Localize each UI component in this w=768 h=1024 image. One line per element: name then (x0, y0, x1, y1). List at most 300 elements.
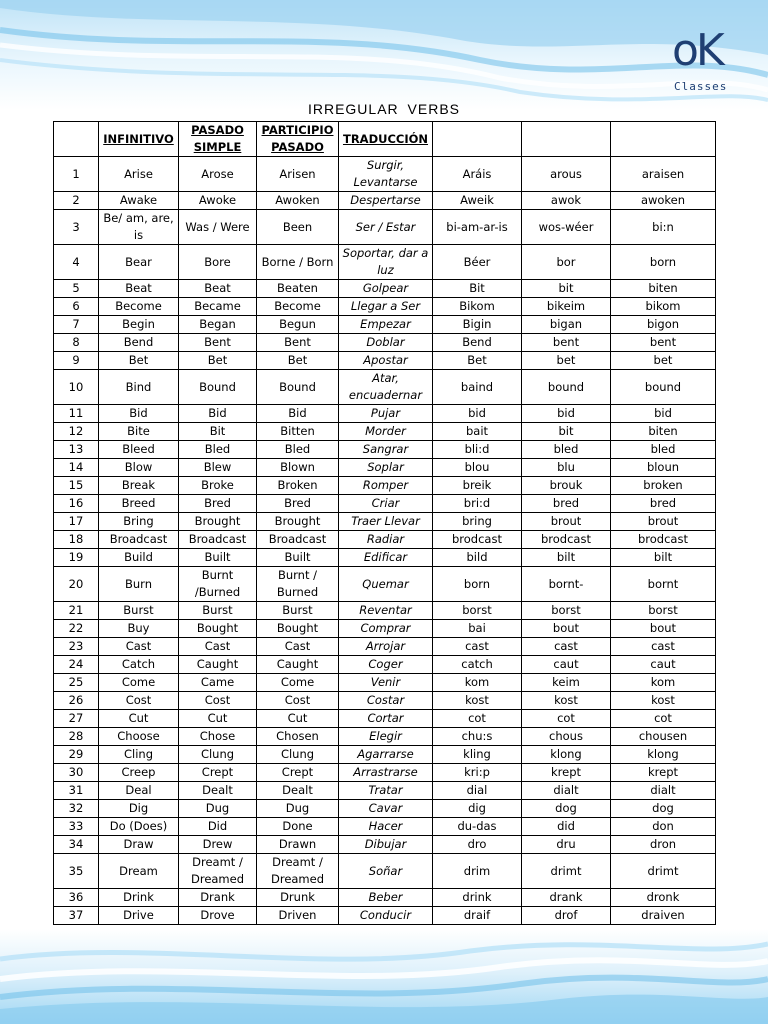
cell-pron-infinitivo: Aweik (433, 192, 522, 210)
cell-participio-pasado: Arisen (257, 157, 339, 192)
cell-pasado-simple: Was / Were (179, 210, 257, 245)
cell-pron-infinitivo: dial (433, 782, 522, 800)
cell-participio-pasado: Borne / Born (257, 245, 339, 280)
cell-participio-pasado: Bid (257, 405, 339, 423)
cell-number: 12 (54, 423, 99, 441)
cell-number: 36 (54, 889, 99, 907)
cell-pron-participio: krept (611, 764, 716, 782)
cell-traduccion: Soplar (339, 459, 433, 477)
cell-traduccion: Radiar (339, 531, 433, 549)
cell-infinitivo: Break (99, 477, 179, 495)
cell-pron-infinitivo: Bigin (433, 316, 522, 334)
cell-pasado-simple: Bet (179, 352, 257, 370)
cell-participio-pasado: Begun (257, 316, 339, 334)
cell-pron-pasado: cast (522, 638, 611, 656)
cell-pron-pasado: dru (522, 836, 611, 854)
cell-pasado-simple: Became (179, 298, 257, 316)
cell-pron-infinitivo: bid (433, 405, 522, 423)
footer-wave-decoration (0, 929, 768, 1024)
cell-traduccion: Llegar a Ser (339, 298, 433, 316)
cell-pasado-simple: Clung (179, 746, 257, 764)
cell-pron-participio: broken (611, 477, 716, 495)
table-row (54, 782, 716, 800)
cell-participio-pasado: Bought (257, 620, 339, 638)
cell-pasado-simple: Dreamt / Dreamed (179, 854, 257, 889)
cell-participio-pasado: Drunk (257, 889, 339, 907)
cell-infinitivo: Build (99, 549, 179, 567)
table-row (54, 157, 716, 192)
cell-pron-pasado: bout (522, 620, 611, 638)
cell-pasado-simple: Blew (179, 459, 257, 477)
cell-traduccion: Quemar (339, 567, 433, 602)
cell-traduccion: Morder (339, 423, 433, 441)
cell-pron-infinitivo: blou (433, 459, 522, 477)
cell-pron-participio: klong (611, 746, 716, 764)
cell-traduccion: Arrojar (339, 638, 433, 656)
table-row (54, 280, 716, 298)
cell-pasado-simple: Dealt (179, 782, 257, 800)
cell-pron-infinitivo: breik (433, 477, 522, 495)
header-cell-blank (611, 122, 716, 157)
cell-pasado-simple: Bid (179, 405, 257, 423)
cell-pron-infinitivo: kost (433, 692, 522, 710)
table-row (54, 370, 716, 405)
cell-pasado-simple: Cast (179, 638, 257, 656)
cell-participio-pasado: Become (257, 298, 339, 316)
cell-participio-pasado: Burst (257, 602, 339, 620)
cell-infinitivo: Come (99, 674, 179, 692)
header-cell-number (54, 122, 99, 157)
cell-pron-participio: bigon (611, 316, 716, 334)
cell-pasado-simple: Arose (179, 157, 257, 192)
cell-traduccion: Soportar, dar a luz (339, 245, 433, 280)
cell-participio-pasado: Bound (257, 370, 339, 405)
cell-pron-infinitivo: Béer (433, 245, 522, 280)
cell-participio-pasado: Chosen (257, 728, 339, 746)
cell-pron-infinitivo: bai (433, 620, 522, 638)
table-row (54, 818, 716, 836)
cell-pron-pasado: bled (522, 441, 611, 459)
irregular-verbs-table (53, 121, 716, 925)
cell-infinitivo: Bite (99, 423, 179, 441)
cell-pron-pasado: blu (522, 459, 611, 477)
cell-pron-infinitivo: Bit (433, 280, 522, 298)
cell-pasado-simple: Burst (179, 602, 257, 620)
cell-number: 7 (54, 316, 99, 334)
cell-pasado-simple: Cost (179, 692, 257, 710)
cell-pron-participio: dron (611, 836, 716, 854)
cell-number: 2 (54, 192, 99, 210)
cell-traduccion: Cavar (339, 800, 433, 818)
cell-pron-pasado: keim (522, 674, 611, 692)
table-row (54, 638, 716, 656)
cell-pasado-simple: Bore (179, 245, 257, 280)
cell-pron-participio: awoken (611, 192, 716, 210)
table-row (54, 549, 716, 567)
cell-pron-participio: kost (611, 692, 716, 710)
cell-number: 24 (54, 656, 99, 674)
cell-pasado-simple: Began (179, 316, 257, 334)
cell-infinitivo: Be/ am, are, is (99, 210, 179, 245)
cell-number: 33 (54, 818, 99, 836)
cell-number: 18 (54, 531, 99, 549)
cell-traduccion: Apostar (339, 352, 433, 370)
cell-infinitivo: Beat (99, 280, 179, 298)
cell-infinitivo: Arise (99, 157, 179, 192)
cell-participio-pasado: Done (257, 818, 339, 836)
cell-participio-pasado: Drawn (257, 836, 339, 854)
cell-number: 34 (54, 836, 99, 854)
cell-infinitivo: Drive (99, 907, 179, 925)
cell-pron-participio: kom (611, 674, 716, 692)
cell-pron-infinitivo: cast (433, 638, 522, 656)
cell-traduccion: Reventar (339, 602, 433, 620)
cell-pasado-simple: Awoke (179, 192, 257, 210)
cell-traduccion: Conducir (339, 907, 433, 925)
cell-traduccion: Traer Llevar (339, 513, 433, 531)
cell-pron-participio: bent (611, 334, 716, 352)
cell-infinitivo: Drink (99, 889, 179, 907)
cell-infinitivo: Breed (99, 495, 179, 513)
cell-pron-infinitivo: kling (433, 746, 522, 764)
cell-traduccion: Golpear (339, 280, 433, 298)
cell-pron-pasado: wos-wéer (522, 210, 611, 245)
cell-pron-infinitivo: kom (433, 674, 522, 692)
cell-pasado-simple: Bound (179, 370, 257, 405)
page-title: IRREGULAR VERBS (307, 101, 461, 117)
cell-participio-pasado: Bent (257, 334, 339, 352)
cell-pron-infinitivo: cot (433, 710, 522, 728)
header-cell-participio-pasado: PARTICIPIO PASADO (257, 122, 339, 157)
cell-pron-participio: bikom (611, 298, 716, 316)
cell-pron-pasado: bit (522, 423, 611, 441)
cell-infinitivo: Do (Does) (99, 818, 179, 836)
cell-pron-infinitivo: Aráis (433, 157, 522, 192)
cell-pron-infinitivo: brodcast (433, 531, 522, 549)
cell-infinitivo: Cast (99, 638, 179, 656)
table-row (54, 907, 716, 925)
cell-traduccion: Coger (339, 656, 433, 674)
cell-number: 27 (54, 710, 99, 728)
table-row (54, 602, 716, 620)
cell-traduccion: Romper (339, 477, 433, 495)
cell-pron-participio: brodcast (611, 531, 716, 549)
cell-number: 29 (54, 746, 99, 764)
cell-infinitivo: Bear (99, 245, 179, 280)
table-row (54, 531, 716, 549)
table-row (54, 836, 716, 854)
table-row (54, 889, 716, 907)
cell-number: 32 (54, 800, 99, 818)
cell-pron-pasado: cot (522, 710, 611, 728)
cell-pasado-simple: Burnt /Burned (179, 567, 257, 602)
cell-pron-infinitivo: Bet (433, 352, 522, 370)
cell-pron-pasado: bred (522, 495, 611, 513)
cell-pron-participio: chousen (611, 728, 716, 746)
cell-traduccion: Costar (339, 692, 433, 710)
cell-infinitivo: Cut (99, 710, 179, 728)
cell-infinitivo: Blow (99, 459, 179, 477)
header-wave-decoration (0, 0, 768, 110)
cell-pron-pasado: did (522, 818, 611, 836)
cell-pron-infinitivo: drink (433, 889, 522, 907)
cell-number: 3 (54, 210, 99, 245)
cell-pron-pasado: bet (522, 352, 611, 370)
cell-pron-pasado: kost (522, 692, 611, 710)
cell-pron-pasado: brout (522, 513, 611, 531)
cell-pron-pasado: caut (522, 656, 611, 674)
cell-number: 11 (54, 405, 99, 423)
table-row (54, 298, 716, 316)
cell-pron-pasado: dialt (522, 782, 611, 800)
cell-number: 20 (54, 567, 99, 602)
cell-participio-pasado: Broken (257, 477, 339, 495)
cell-pron-participio: biten (611, 423, 716, 441)
cell-number: 1 (54, 157, 99, 192)
cell-traduccion: Despertarse (339, 192, 433, 210)
cell-pron-infinitivo: born (433, 567, 522, 602)
cell-pron-pasado: drof (522, 907, 611, 925)
cell-pron-pasado: bound (522, 370, 611, 405)
cell-infinitivo: Creep (99, 764, 179, 782)
cell-traduccion: Pujar (339, 405, 433, 423)
cell-pron-pasado: bilt (522, 549, 611, 567)
cell-pron-pasado: bornt- (522, 567, 611, 602)
cell-number: 25 (54, 674, 99, 692)
cell-infinitivo: Awake (99, 192, 179, 210)
cell-participio-pasado: Dreamt / Dreamed (257, 854, 339, 889)
cell-pron-infinitivo: Bikom (433, 298, 522, 316)
cell-traduccion: Soñar (339, 854, 433, 889)
cell-participio-pasado: Built (257, 549, 339, 567)
table-row (54, 800, 716, 818)
table-row (54, 477, 716, 495)
table-row (54, 459, 716, 477)
cell-pron-pasado: bigan (522, 316, 611, 334)
cell-participio-pasado: Broadcast (257, 531, 339, 549)
cell-number: 26 (54, 692, 99, 710)
cell-pron-infinitivo: catch (433, 656, 522, 674)
cell-infinitivo: Bet (99, 352, 179, 370)
cell-traduccion: Elegir (339, 728, 433, 746)
cell-pron-pasado: bit (522, 280, 611, 298)
cell-pron-participio: brout (611, 513, 716, 531)
cell-pron-infinitivo: chu:s (433, 728, 522, 746)
cell-pron-pasado: bor (522, 245, 611, 280)
cell-number: 8 (54, 334, 99, 352)
cell-pron-participio: drimt (611, 854, 716, 889)
cell-pron-participio: bi:n (611, 210, 716, 245)
cell-traduccion: Hacer (339, 818, 433, 836)
cell-number: 15 (54, 477, 99, 495)
cell-pasado-simple: Caught (179, 656, 257, 674)
table-row (54, 513, 716, 531)
table-row (54, 764, 716, 782)
table-body (54, 157, 716, 925)
cell-infinitivo: Broadcast (99, 531, 179, 549)
header-cell-blank (522, 122, 611, 157)
cell-participio-pasado: Been (257, 210, 339, 245)
ok-classes-logo (666, 14, 736, 96)
cell-pasado-simple: Crept (179, 764, 257, 782)
cell-participio-pasado: Dug (257, 800, 339, 818)
table-row (54, 567, 716, 602)
cell-number: 13 (54, 441, 99, 459)
cell-infinitivo: Cost (99, 692, 179, 710)
cell-traduccion: Dibujar (339, 836, 433, 854)
cell-pron-pasado: bent (522, 334, 611, 352)
cell-pasado-simple: Drew (179, 836, 257, 854)
cell-pron-participio: dog (611, 800, 716, 818)
cell-traduccion: Ser / Estar (339, 210, 433, 245)
cell-number: 23 (54, 638, 99, 656)
header-cell-pasado-simple: PASADO SIMPLE (179, 122, 257, 157)
cell-pron-infinitivo: kri:p (433, 764, 522, 782)
cell-pron-participio: araisen (611, 157, 716, 192)
cell-number: 4 (54, 245, 99, 280)
cell-participio-pasado: Beaten (257, 280, 339, 298)
cell-pron-infinitivo: borst (433, 602, 522, 620)
cell-traduccion: Comprar (339, 620, 433, 638)
cell-infinitivo: Deal (99, 782, 179, 800)
cell-traduccion: Sangrar (339, 441, 433, 459)
header-cell-blank (433, 122, 522, 157)
cell-pron-pasado: awok (522, 192, 611, 210)
cell-pasado-simple: Did (179, 818, 257, 836)
cell-pron-infinitivo: baind (433, 370, 522, 405)
cell-number: 19 (54, 549, 99, 567)
cell-pron-infinitivo: dro (433, 836, 522, 854)
cell-pron-pasado: chous (522, 728, 611, 746)
cell-pron-participio: don (611, 818, 716, 836)
cell-pasado-simple: Broke (179, 477, 257, 495)
cell-pron-participio: bred (611, 495, 716, 513)
cell-number: 14 (54, 459, 99, 477)
logo-mark: oK (672, 25, 722, 76)
cell-pron-participio: bet (611, 352, 716, 370)
cell-pron-infinitivo: drim (433, 854, 522, 889)
cell-infinitivo: Dream (99, 854, 179, 889)
cell-pasado-simple: Bent (179, 334, 257, 352)
cell-pron-infinitivo: bild (433, 549, 522, 567)
cell-participio-pasado: Brought (257, 513, 339, 531)
cell-participio-pasado: Bled (257, 441, 339, 459)
cell-pasado-simple: Came (179, 674, 257, 692)
cell-pron-pasado: drank (522, 889, 611, 907)
cell-traduccion: Cortar (339, 710, 433, 728)
cell-participio-pasado: Caught (257, 656, 339, 674)
cell-pron-infinitivo: bri:d (433, 495, 522, 513)
cell-participio-pasado: Come (257, 674, 339, 692)
table-row (54, 495, 716, 513)
cell-pron-infinitivo: bait (433, 423, 522, 441)
table-row (54, 405, 716, 423)
cell-pron-pasado: arous (522, 157, 611, 192)
cell-pron-pasado: bid (522, 405, 611, 423)
cell-pron-infinitivo: dig (433, 800, 522, 818)
table-row (54, 334, 716, 352)
cell-pron-participio: cot (611, 710, 716, 728)
cell-traduccion: Beber (339, 889, 433, 907)
cell-number: 30 (54, 764, 99, 782)
cell-participio-pasado: Dealt (257, 782, 339, 800)
cell-number: 31 (54, 782, 99, 800)
cell-pron-pasado: borst (522, 602, 611, 620)
cell-number: 37 (54, 907, 99, 925)
cell-pron-participio: bled (611, 441, 716, 459)
cell-participio-pasado: Cut (257, 710, 339, 728)
cell-participio-pasado: Awoken (257, 192, 339, 210)
cell-infinitivo: Bring (99, 513, 179, 531)
cell-number: 28 (54, 728, 99, 746)
cell-pasado-simple: Bled (179, 441, 257, 459)
table-row (54, 746, 716, 764)
cell-infinitivo: Cling (99, 746, 179, 764)
cell-number: 9 (54, 352, 99, 370)
cell-pasado-simple: Bred (179, 495, 257, 513)
cell-participio-pasado: Cast (257, 638, 339, 656)
table-row (54, 692, 716, 710)
cell-pron-participio: bilt (611, 549, 716, 567)
table-header-row (54, 122, 716, 157)
cell-pron-participio: dronk (611, 889, 716, 907)
cell-traduccion: Surgir, Levantarse (339, 157, 433, 192)
cell-traduccion: Arrastrarse (339, 764, 433, 782)
cell-participio-pasado: Bet (257, 352, 339, 370)
table-row (54, 728, 716, 746)
cell-traduccion: Tratar (339, 782, 433, 800)
cell-number: 10 (54, 370, 99, 405)
table-row (54, 192, 716, 210)
cell-pron-participio: draiven (611, 907, 716, 925)
cell-pasado-simple: Brought (179, 513, 257, 531)
cell-pron-infinitivo: draif (433, 907, 522, 925)
cell-participio-pasado: Clung (257, 746, 339, 764)
cell-pron-participio: dialt (611, 782, 716, 800)
cell-traduccion: Venir (339, 674, 433, 692)
cell-infinitivo: Begin (99, 316, 179, 334)
table-row (54, 316, 716, 334)
table-row (54, 620, 716, 638)
cell-infinitivo: Burn (99, 567, 179, 602)
cell-traduccion: Agarrarse (339, 746, 433, 764)
cell-traduccion: Atar, encuadernar (339, 370, 433, 405)
cell-infinitivo: Dig (99, 800, 179, 818)
cell-pasado-simple: Drove (179, 907, 257, 925)
cell-pron-participio: borst (611, 602, 716, 620)
cell-pron-infinitivo: Bend (433, 334, 522, 352)
cell-pasado-simple: Built (179, 549, 257, 567)
cell-number: 22 (54, 620, 99, 638)
cell-number: 17 (54, 513, 99, 531)
table-row (54, 245, 716, 280)
cell-pron-infinitivo: bring (433, 513, 522, 531)
cell-pron-infinitivo: bli:d (433, 441, 522, 459)
cell-infinitivo: Draw (99, 836, 179, 854)
cell-pasado-simple: Dug (179, 800, 257, 818)
cell-traduccion: Doblar (339, 334, 433, 352)
cell-pron-participio: bloun (611, 459, 716, 477)
cell-pron-participio: caut (611, 656, 716, 674)
table-row (54, 210, 716, 245)
cell-participio-pasado: Burnt / Burned (257, 567, 339, 602)
cell-infinitivo: Bleed (99, 441, 179, 459)
cell-infinitivo: Bid (99, 405, 179, 423)
cell-pasado-simple: Bit (179, 423, 257, 441)
table-row (54, 352, 716, 370)
cell-traduccion: Empezar (339, 316, 433, 334)
table-row (54, 441, 716, 459)
